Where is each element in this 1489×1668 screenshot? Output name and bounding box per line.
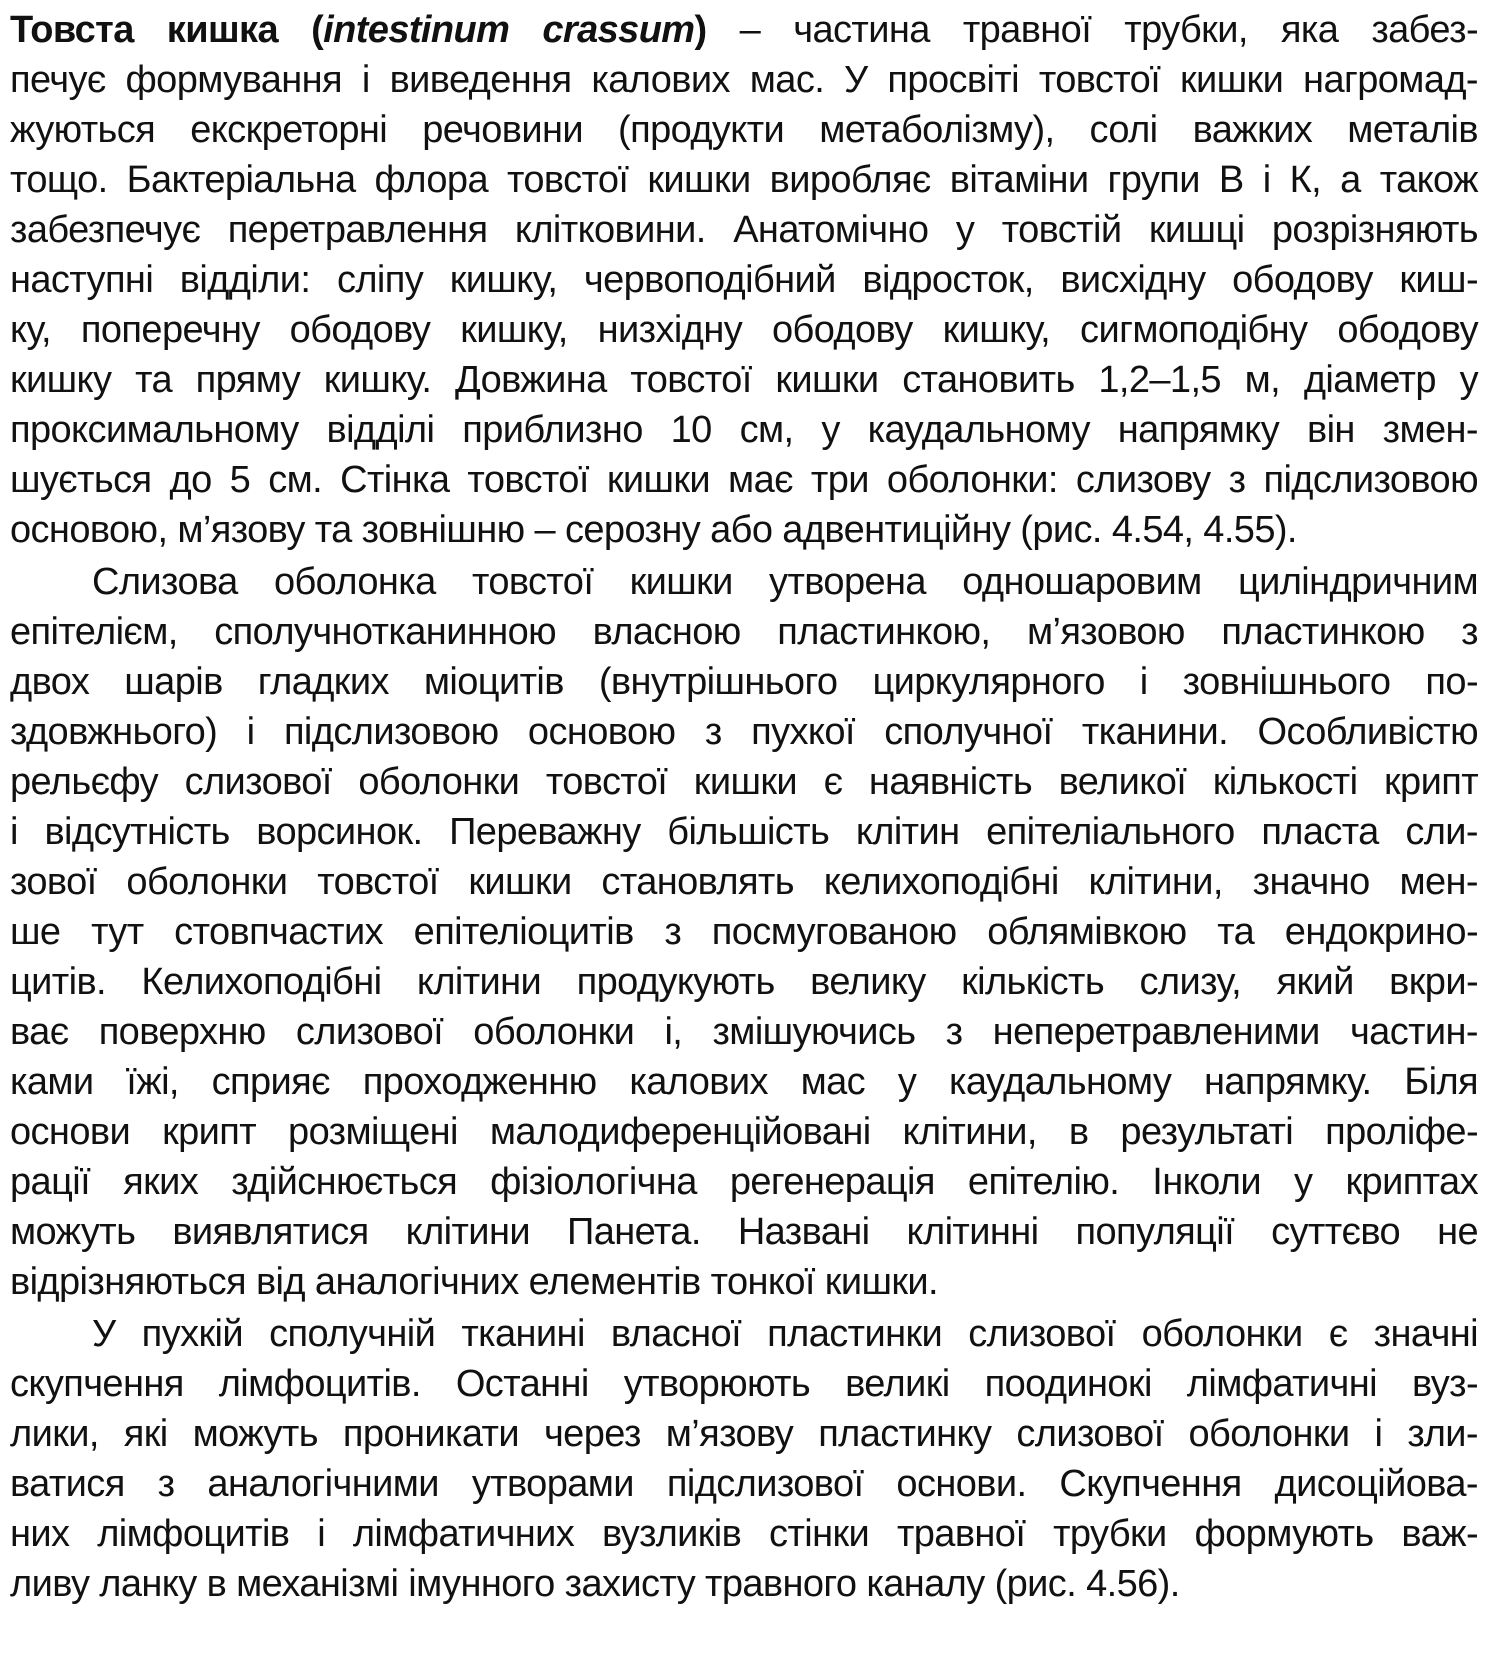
text-line: ками їжі, сприяє проходженню калових мас у каудальному напрямку. Біля [10,1061,1478,1103]
text-line [10,4,1478,56]
text-line: забезпечує перетравлення клітковини. Анатомічно у товстій кишці розрізняють [10,209,1478,251]
text-line: здовжнього) і підслизовою основою з пухкої сполучної тканини. Особливістю [10,711,1478,753]
text-line: зової оболонки товстої кишки становлять келихоподібні клітини, значно мен- [10,861,1478,903]
text-line: тощо. Бактеріальна флора товстої кишки виробляє вітаміни групи В і К, а також [10,159,1478,201]
text-line: ватися з аналогічними утворами підслизової основи. Скупчення дисоційова- [10,1463,1478,1505]
text-line: рельєфу слизової оболонки товстої кишки є наявність великої кількості крипт [10,761,1478,803]
text-line: цитів. Келихоподібні клітини продукують велику кількість слизу, який вкри- [10,961,1478,1003]
text-line: скупчення лімфоцитів. Останні утворюють великі поодинокі лімфатичні вуз- [10,1363,1478,1405]
text-line: лики, які можуть проникати через м’язову пластинку слизової оболонки і зли- [10,1413,1478,1455]
term-latin: intestinum crassum [323,9,695,51]
text-line: кишку та пряму кишку. Довжина товстої кишки становить 1,2–1,5 м, діаметр у [10,359,1478,401]
text-line: них лімфоцитів і лімфатичних вузликів стінки травної трубки формують важ- [10,1513,1478,1555]
text-line: наступні відділи: сліпу кишку, червоподібний відросток, висхідну ободову киш- [10,259,1478,301]
text-line: відрізняються від аналогічних елементів тонкої кишки. [10,1261,938,1303]
text-line: проксимальному відділі приблизно 10 см, у каудальному напрямку він змен- [10,409,1478,451]
text-line: ше тут стовпчастих епітеліоцитів з посмугованою облямівкою та ендокрино- [10,911,1478,953]
text-line: печує формування і виведення калових мас. У просвіті товстої кишки нагромад- [10,59,1478,101]
text-line: жуються екскреторні речовини (продукти метаболізму), солі важких металів [10,109,1478,151]
text-line: і відсутність ворсинок. Переважну більшість клітин епітеліального пласта сли- [10,811,1478,853]
term-heading-close: ) [694,9,707,51]
text-line: шується до 5 см. Стінка товстої кишки має три оболонки: слизову з підслизовою [10,459,1478,501]
paragraph-first-line: Слизова оболонка товстої кишки утворена одношаровим циліндричним [92,561,1478,603]
text-line: рації яких здійснюється фізіологічна регенерація епітелію. Інколи у криптах [10,1161,1478,1203]
text-line: основи крипт розміщені малодиференційовані клітини, в результаті проліфе- [10,1111,1478,1153]
term-heading: Товста кишка ( [10,9,324,51]
text-line: ку, поперечну ободову кишку, низхідну ободову кишку, сигмоподібну ободову [10,309,1478,351]
text-line: основою, м’язову та зовнішню – серозну або адвентиційну (рис. 4.54, 4.55). [10,509,1297,551]
text-line: двох шарів гладких міоцитів (внутрішнього циркулярного і зовнішнього по- [10,661,1478,703]
paragraph-first-line: У пухкій сполучній тканині власної пластинки слизової оболонки є значні [92,1313,1478,1355]
text-line-rest: – частина травної трубки, яка забез- [706,9,1478,51]
text-line: ває поверхню слизової оболонки і, змішуючись з неперетравленими частин- [10,1011,1478,1053]
text-line: можуть виявлятися клітини Панета. Названі клітинні популяції суттєво не [10,1211,1478,1253]
text-line: ливу ланку в механізмі імунного захисту травного каналу (рис. 4.56). [10,1563,1180,1605]
text-line: епітелієм, сполучнотканинною власною пластинкою, м’язовою пластинкою з [10,611,1478,653]
